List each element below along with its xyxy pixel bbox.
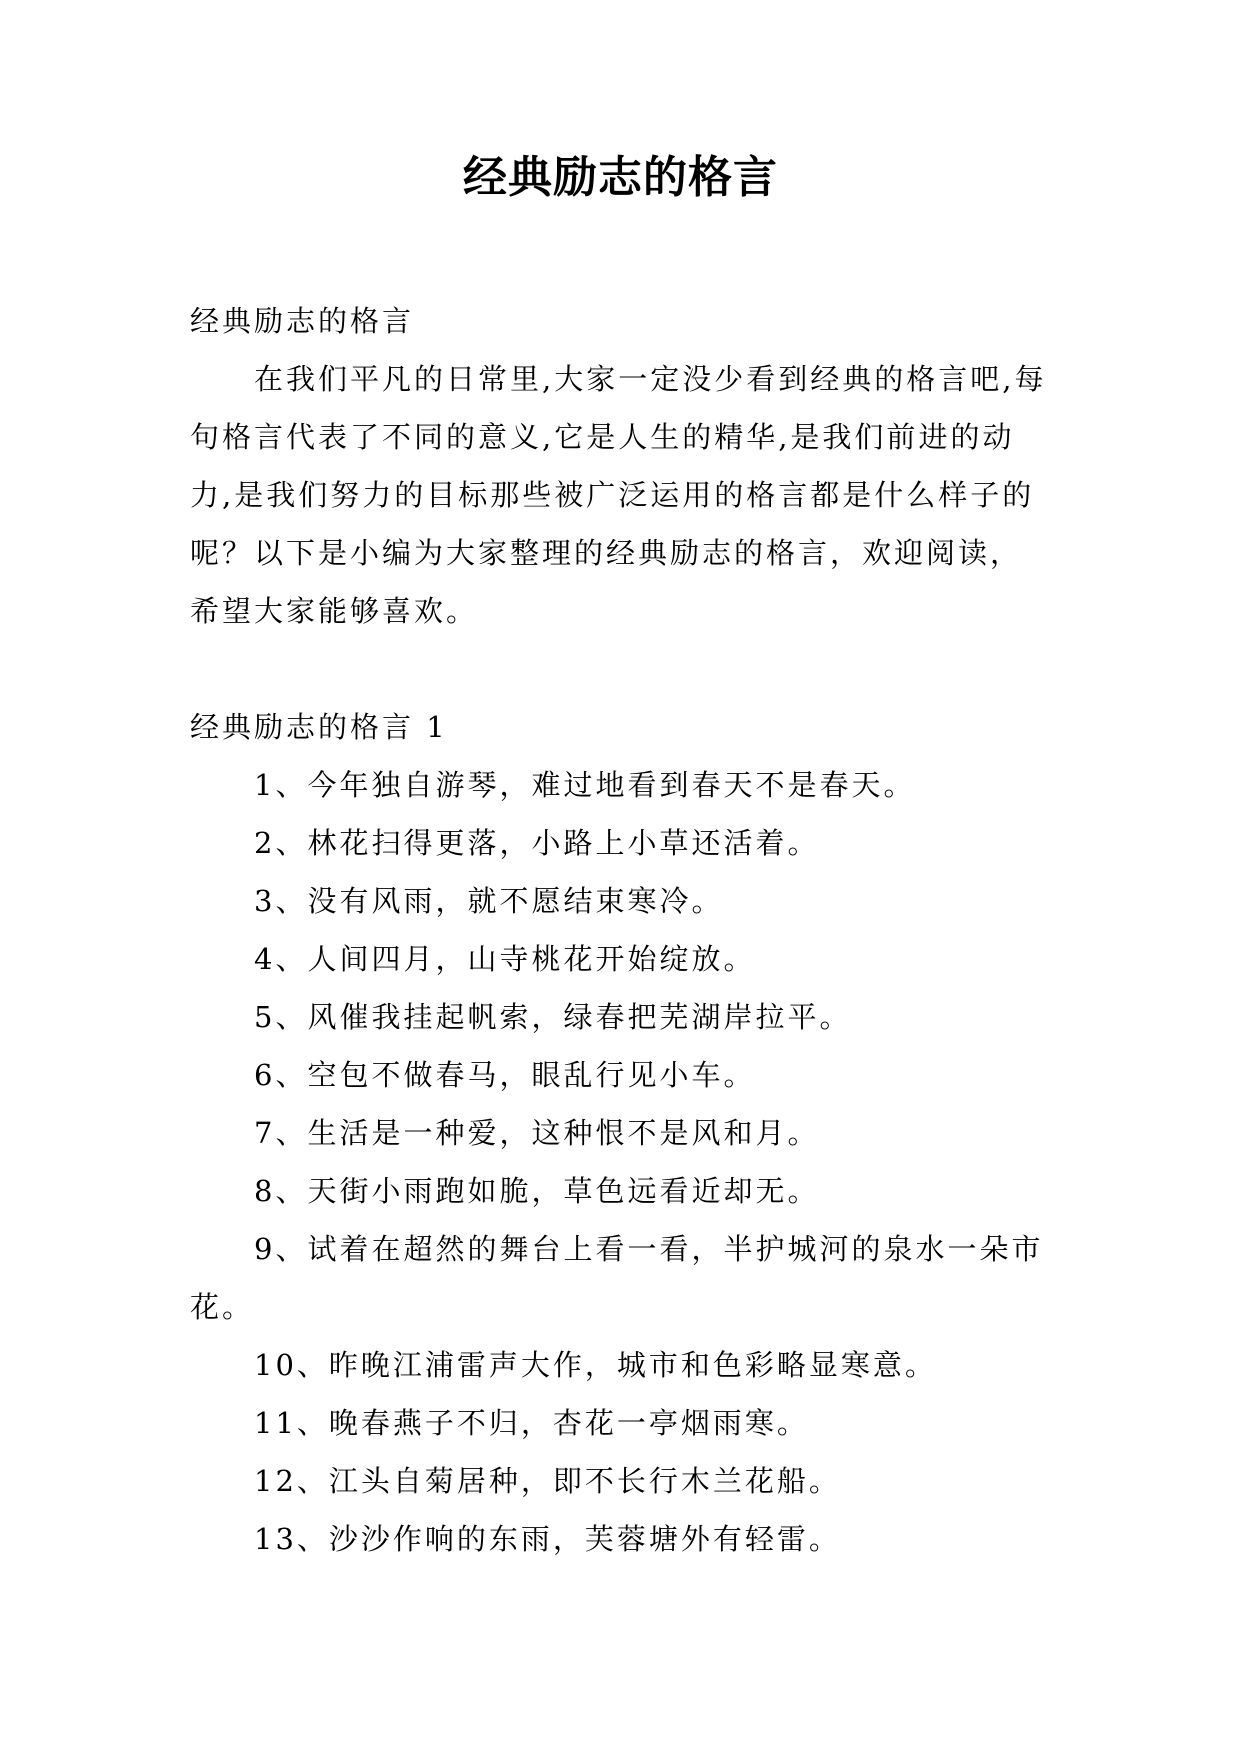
page-title: 经典励志的格言 <box>463 152 778 203</box>
list-item: 13、沙沙作响的东雨，芙蓉塘外有轻雷。 <box>254 1522 841 1556</box>
list-item: 2、林花扫得更落，小路上小草还活着。 <box>254 826 820 860</box>
list-item: 11、晚春燕子不归，杏花一亭烟雨寒。 <box>254 1406 809 1440</box>
list-item: 3、没有风雨，就不愿结束寒冷。 <box>254 884 724 918</box>
list-item: 12、江头自菊居种，即不长行木兰花船。 <box>254 1464 841 1498</box>
list-item: 6、空包不做春马，眼乱行见小车。 <box>254 1058 756 1092</box>
paragraph-spacer <box>190 640 1050 698</box>
list-item: 7、生活是一种爱，这种恨不是风和月。 <box>254 1116 820 1150</box>
list-item: 5、风催我挂起帆索，绿春把芜湖岸拉平。 <box>254 1000 852 1034</box>
section-heading: 经典励志的格言 1 <box>190 710 448 744</box>
list-item: 8、天街小雨跑如脆，草色远看近却无。 <box>254 1174 820 1208</box>
document-body <box>190 292 1050 1568</box>
list-item: 9、试着在超然的舞台上看一看，半护城河的泉水一朵市花。 <box>190 1232 1044 1324</box>
list-item: 1、今年独自游琴，难过地看到春天不是春天。 <box>254 768 916 802</box>
subtitle: 经典励志的格言 <box>190 304 415 338</box>
list-item: 10、昨晚江浦雷声大作，城市和色彩略显寒意。 <box>254 1348 937 1382</box>
intro-paragraph: 在我们平凡的日常里,大家一定没少看到经典的格言吧,每句格言代表了不同的意义,它是人生的精华,是我们前进的动力,是我们努力的目标那些被广泛运用的格言都是什么样子的呢？以下是小编为大家整理的经典励志的格言，欢迎阅读，希望大家能够喜欢。 <box>190 362 1047 628</box>
list-item: 4、人间四月，山寺桃花开始绽放。 <box>254 942 756 976</box>
